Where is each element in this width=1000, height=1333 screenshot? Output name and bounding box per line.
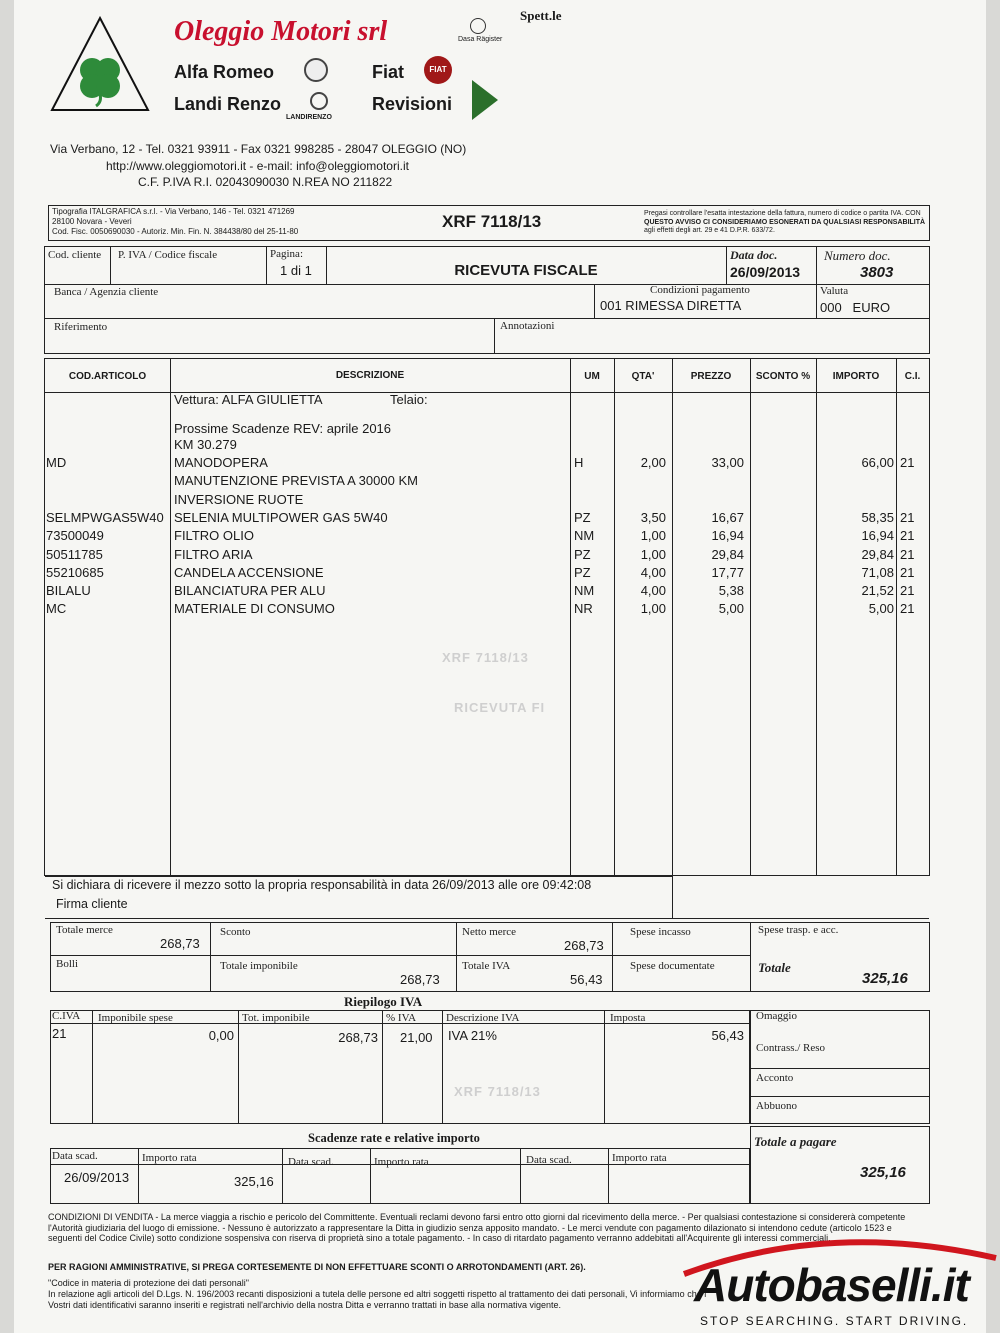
col-ci: C.I. xyxy=(904,371,921,382)
bolli-label: Bolli xyxy=(56,958,79,970)
abbuono-label: Abbuono xyxy=(756,1100,797,1112)
firma-cliente: Firma cliente xyxy=(56,897,128,911)
riep-descr: IVA 21% xyxy=(448,1028,497,1043)
doc-title: RICEVUTA FISCALE xyxy=(454,262,598,279)
landi-renzo-icon xyxy=(310,92,328,110)
col-um: UM xyxy=(584,371,600,382)
cert-icon xyxy=(470,18,486,34)
item-ci: 21 xyxy=(900,455,915,470)
banca-label: Banca / Agenzia cliente xyxy=(54,286,159,298)
col-importo: IMPORTO xyxy=(832,371,880,382)
valuta-label: Valuta xyxy=(820,285,849,297)
totale-iva-label: Totale IVA xyxy=(462,960,511,972)
item-code: SELMPWGAS5W40 xyxy=(46,509,164,525)
item-ci: 21 xyxy=(900,509,915,525)
conditions-admin: PER RAGIONI AMMINISTRATIVE, SI PREGA CORTESEMENTE DI NON EFFETTUARE SCONTI O ARROTONDAMENTI (ART. 26). xyxy=(48,1262,586,1272)
riep-col-imponibile: Tot. imponibile xyxy=(242,1012,310,1024)
scad-importo-label-2: Importo rata xyxy=(374,1156,429,1168)
item-importo: 66,00 xyxy=(861,455,894,470)
item-um: NM xyxy=(574,583,595,599)
data-doc-value: 26/09/2013 xyxy=(730,264,801,280)
cert-label: Dasa Rägister xyxy=(458,36,503,43)
item-description: MANODOPERA xyxy=(174,455,268,470)
item-prezzo: 17,77 xyxy=(711,564,744,580)
scad-data-label-2: Data scad. xyxy=(288,1156,334,1168)
col-descrizione: DESCRIZIONE xyxy=(335,370,405,381)
item-importo: 58,35 xyxy=(861,509,894,525)
item-prezzo: 5,00 xyxy=(718,601,744,617)
pagina-label: Pagina: xyxy=(270,248,303,260)
item-code: 55210685 xyxy=(46,564,104,580)
declaration: Si dichiara di ricevere il mezzo sotto la propria responsabilità in data 26/09/2013 alle ore 09:42:08 xyxy=(52,878,592,892)
item-ci: 21 xyxy=(900,546,915,562)
riep-imponibile: 268,73 xyxy=(338,1030,378,1045)
cond-label: Condizioni pagamento xyxy=(650,284,750,296)
item-code: 73500049 xyxy=(46,528,104,544)
spese-trasp-label: Spese trasp. e acc. xyxy=(758,924,839,936)
brand-revisioni: Revisioni xyxy=(372,94,453,114)
item-importo: 71,08 xyxy=(861,564,894,580)
valuta-value: 000 EURO xyxy=(820,300,891,315)
cond-value: 001 RIMESSA DIRETTA xyxy=(600,298,742,313)
item-qta: 2,00 xyxy=(640,455,666,470)
spett-label: Spett.le xyxy=(520,8,562,23)
riep-civa: 21 xyxy=(52,1026,67,1041)
riferimento-label: Riferimento xyxy=(54,321,108,333)
item-prezzo: 5,38 xyxy=(718,583,744,599)
item-code: MD xyxy=(46,455,67,470)
item-qta: 1,00 xyxy=(640,601,666,617)
item-description: MANUTENZIONE PREVISTA A 30000 KM xyxy=(174,473,418,489)
scad-data-value: 26/09/2013 xyxy=(64,1170,130,1185)
item-prezzo: 16,67 xyxy=(711,509,744,525)
item-code: MC xyxy=(46,601,67,617)
item-description: FILTRO ARIA xyxy=(174,546,253,562)
item-qta: 1,00 xyxy=(640,546,666,562)
item-um: NR xyxy=(574,601,593,617)
watermark-brand: Autobaselli.it xyxy=(694,1259,969,1311)
item-qta: 3,50 xyxy=(640,509,666,525)
totale-merce-value: 268,73 xyxy=(160,936,200,951)
watermark-tagline: STOP SEARCHING. START DRIVING. xyxy=(700,1314,969,1328)
item-description: BILANCIATURA PER ALU xyxy=(174,583,326,599)
riep-col-imposta: Imposta xyxy=(610,1012,646,1024)
scad-importo-label-3: Importo rata xyxy=(612,1152,667,1164)
item-importo: 5,00 xyxy=(868,601,894,617)
scadenze-title: Scadenze rate e relative importo xyxy=(308,1131,480,1145)
faint-stamp-riep: XRF 7118/13 xyxy=(454,1084,541,1099)
totale-pagare-value: 325,16 xyxy=(860,1164,906,1181)
privacy-title: "Codice in materia di protezione dei dati personali" xyxy=(48,1278,250,1288)
item-prezzo: 33,00 xyxy=(711,455,744,470)
note-vettura: Vettura: ALFA GIULIETTA xyxy=(174,392,323,407)
item-ci: 21 xyxy=(900,583,915,599)
numero-doc-value: 3803 xyxy=(860,264,894,281)
item-description: MATERIALE DI CONSUMO xyxy=(174,601,335,617)
item-importo: 16,94 xyxy=(861,528,894,544)
brand-alfa-romeo: Alfa Romeo xyxy=(174,62,275,82)
riep-perc: 21,00 xyxy=(400,1030,433,1045)
faint-stamp-code: XRF 7118/13 xyxy=(442,650,529,665)
item-um: H xyxy=(574,455,584,470)
cod-cliente-label: Cod. cliente xyxy=(48,249,102,261)
pagina-value: 1 di 1 xyxy=(280,263,312,278)
item-qta: 4,00 xyxy=(640,564,666,580)
brand-fiat: Fiat xyxy=(372,62,405,82)
landi-renzo-sub: LANDIRENZO xyxy=(286,114,332,121)
annotazioni-label: Annotazioni xyxy=(500,320,555,332)
imponibile-value: 268,73 xyxy=(400,972,440,987)
company-web: http://www.oleggiomotori.it - e-mail: info@oleggiomotori.it xyxy=(106,159,409,173)
col-prezzo: PREZZO xyxy=(690,371,732,382)
item-um: PZ xyxy=(574,546,591,562)
faint-stamp-title: RICEVUTA FI xyxy=(454,700,546,715)
sconto-label: Sconto xyxy=(220,926,251,938)
totale-merce-label: Totale merce xyxy=(56,924,113,936)
company-name: Oleggio Motori srl xyxy=(174,16,388,47)
scad-data-label-3: Data scad. xyxy=(526,1154,572,1166)
item-importo: 21,52 xyxy=(861,583,894,599)
note-telaio: Telaio: xyxy=(390,392,428,407)
item-importo: 29,84 xyxy=(861,546,894,562)
riep-col-descr: Descrizione IVA xyxy=(446,1012,520,1024)
riepilogo-title: Riepilogo IVA xyxy=(344,994,423,1009)
item-description: SELENIA MULTIPOWER GAS 5W40 xyxy=(174,509,388,525)
receipt-paper xyxy=(14,0,986,1333)
scad-importo-value: 325,16 xyxy=(234,1174,274,1189)
item-code: BILALU xyxy=(46,583,91,599)
doc-code: XRF 7118/13 xyxy=(442,212,542,231)
item-prezzo: 29,84 xyxy=(711,546,744,562)
riep-col-spese: Imponibile spese xyxy=(98,1012,173,1024)
scad-importo-label-1: Importo rata xyxy=(142,1152,197,1164)
alfa-romeo-badge-icon xyxy=(304,58,328,82)
note-scadenze: Prossime Scadenze REV: aprile 2016 xyxy=(174,421,392,436)
company-address: Via Verbano, 12 - Tel. 0321 93911 - Fax 0321 998285 - 28047 OLEGGIO (NO) xyxy=(50,142,467,156)
item-description: CANDELA ACCENSIONE xyxy=(174,564,324,580)
privacy-text: In relazione agli articoli del D.Lgs. N. 196/2003 recanti disposizioni a tutela delle persone ed altri soggetti rispetto al trattamento dei dati personali, Vi informiamo che i Vostri dati identificativi saranno inseriti e registrati nell'archivio della nostra Ditta e verranno trattati in base alla normativa vigente. xyxy=(48,1289,707,1310)
fiat-badge-icon: FIAT xyxy=(424,56,452,84)
notice: Pregasi controllare l'esatta intestazione della fattura, numero di codice o partita IVA. CON QUESTO AVVISO CI CONSIDERIAMO ESONERATI DA QUALSIASI RESPONSABILITÀ agli effetti degli art. 29 e 41 D.P.R. 633/72. xyxy=(644,210,926,234)
company-tax: C.F. P.IVA R.I. 02043090030 N.REA NO 211822 xyxy=(138,175,393,189)
revisioni-icon xyxy=(472,80,498,120)
item-code: 50511785 xyxy=(46,546,103,562)
acconto-label: Acconto xyxy=(756,1072,794,1084)
item-um: PZ xyxy=(574,564,591,580)
contrassi-label: Contrass./ Reso xyxy=(756,1042,826,1054)
brand-landi-renzo: Landi Renzo xyxy=(174,94,281,114)
spese-incasso-label: Spese incasso xyxy=(630,926,691,938)
item-um: PZ xyxy=(574,509,591,525)
netto-label: Netto merce xyxy=(462,926,517,938)
col-cod-articolo: COD.ARTICOLO xyxy=(68,371,147,382)
col-sconto: SCONTO % xyxy=(755,371,811,382)
printer-info: Tipografia ITALGRAFICA s.r.l. - Via Verbano, 146 - Tel. 0321 471269 28100 Novara - Veveri Cod. Fisc. 0050690030 - Autoriz. Min. Fin. N. 384438/80 del 25-11-80 xyxy=(52,207,299,236)
item-description: FILTRO OLIO xyxy=(174,528,254,544)
totale-value: 325,16 xyxy=(862,970,908,987)
riep-imposta: 56,43 xyxy=(711,1028,744,1043)
imponibile-label: Totale imponibile xyxy=(220,960,298,972)
item-ci: 21 xyxy=(900,528,915,544)
totale-label: Totale xyxy=(758,960,791,975)
riep-spese: 0,00 xyxy=(208,1028,234,1043)
col-qta: QTA' xyxy=(631,371,655,382)
spese-doc-label: Spese documentate xyxy=(630,960,715,972)
riep-col-civa: C.IVA xyxy=(52,1010,81,1022)
netto-value: 268,73 xyxy=(564,938,604,953)
piva-label: P. IVA / Codice fiscale xyxy=(118,249,218,261)
note-km: KM 30.279 xyxy=(174,437,237,452)
item-ci: 21 xyxy=(900,564,915,580)
omaggio-label: Omaggio xyxy=(756,1010,797,1022)
item-prezzo: 16,94 xyxy=(711,528,744,544)
item-qta: 1,00 xyxy=(640,528,666,544)
numero-doc-label: Numero doc. xyxy=(824,248,891,263)
riep-col-perc: % IVA xyxy=(386,1012,417,1024)
quadrifoglio-logo xyxy=(48,14,152,114)
item-um: NM xyxy=(574,528,595,544)
data-doc-label: Data doc. xyxy=(730,248,778,262)
totale-iva-value: 56,43 xyxy=(570,972,603,987)
conditions-text: CONDIZIONI DI VENDITA - La merce viaggia a rischio e pericolo del Committente. Eventuali reclami devono farsi entro otto giorni dal ricevimento della merce. - Per qualsiasi contestazione si considererà competente l'Autorità giudiziaria del luogo di emissione. - Nessuno è autorizzato a rappresentare la Ditta in giudizio senza apposito mandato. - Le merci vendute con pagamento dilazionato si intendono cedute (articolo 1523 e seguenti del Codice Civile) sotto condizione sospensiva con riserva di proprietà sino a totale pagamento. - In caso di ritardato pagamento verranno addebitati all'Acquirente gli interessi commerciali. xyxy=(48,1212,906,1243)
scad-data-label-1: Data scad. xyxy=(52,1150,98,1162)
item-qta: 4,00 xyxy=(640,583,666,599)
item-ci: 21 xyxy=(900,601,915,617)
totale-pagare-label: Totale a pagare xyxy=(754,1134,837,1149)
item-description: INVERSIONE RUOTE xyxy=(174,491,304,507)
